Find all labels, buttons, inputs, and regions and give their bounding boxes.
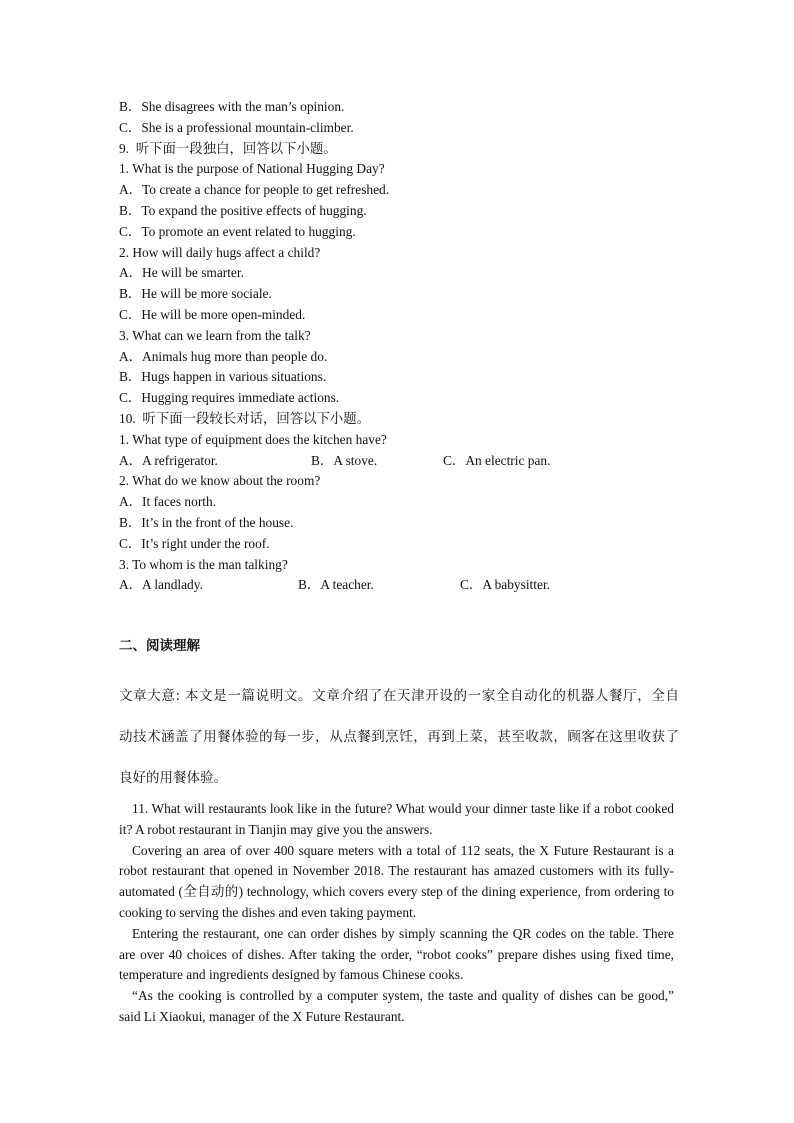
- option-b: B．A teacher.: [298, 577, 374, 593]
- option-line: A．Animals hug more than people do.: [119, 348, 328, 364]
- option-line: B．It’s in the front of the house.: [119, 514, 294, 530]
- question-line: 2. What do we know about the room?: [119, 473, 321, 489]
- question-line: 2. How will daily hugs affect a child?: [119, 244, 321, 260]
- reading-passage: [119, 799, 674, 1028]
- option-line: C．He will be more open-minded.: [119, 306, 306, 322]
- option-line: B．Hugs happen in various situations.: [119, 369, 327, 385]
- question-heading-10: 10. 听下面一段较长对话，回答以下小题。: [119, 410, 371, 426]
- summary-line: 动技术涵盖了用餐体验的每一步，从点餐到烹饪，再到上菜，甚至收款，顾客在这里收获了: [119, 729, 679, 745]
- summary-line: 文章大意: 本文是一篇说明文。文章介绍了在天津开设的一家全自动化的机器人餐厅，全自: [119, 688, 679, 704]
- article-summary: [119, 676, 679, 799]
- option-line: A．It faces north.: [119, 494, 217, 510]
- option-row: [119, 451, 679, 472]
- section-title: 二、阅读理解: [119, 638, 200, 654]
- option-row: [119, 575, 679, 596]
- summary-line: 良好的用餐体验。: [119, 770, 227, 786]
- option-line: B．She disagrees with the man’s opinion.: [119, 99, 345, 114]
- passage-paragraph: Entering the restaurant, one can order dishes by simply scanning the QR codes on the table. There are over 40 choices of dishes. After taking the order, “robot cooks” prepare dishes using fixed time, temperature and ingredients designed by famous Chinese cooks.: [119, 925, 674, 983]
- option-line: C．Hugging requires immediate actions.: [119, 390, 340, 406]
- option-line: B．He will be more sociale.: [119, 286, 272, 302]
- option-a: A．A refrigerator.: [119, 452, 218, 468]
- option-a: A．A landlady.: [119, 577, 203, 593]
- option-line: C．She is a professional mountain-climber.: [119, 119, 354, 135]
- option-line: C．To promote an event related to hugging.: [119, 223, 356, 239]
- option-line: B．To expand the positive effects of hugging.: [119, 202, 367, 218]
- option-line: A．To create a chance for people to get refreshed.: [119, 182, 390, 198]
- option-c: C．An electric pan.: [443, 452, 551, 468]
- option-line: A．He will be smarter.: [119, 265, 244, 281]
- question-line: 3. What can we learn from the talk?: [119, 327, 311, 343]
- listening-section: [119, 97, 679, 596]
- question-line: 1. What type of equipment does the kitchen have?: [119, 431, 387, 447]
- passage-paragraph: Covering an area of over 400 square meters with a total of 112 seats, the X Future Restaurant is a robot restaurant that opened in November 2018. The restaurant has amazed customers with its fully-automated (全自动的) technology, which covers every step of the dining experience, from ordering to cooking to serving the dishes and even taking payment.: [119, 842, 674, 920]
- passage-paragraph: “As the cooking is controlled by a computer system, the taste and quality of dishes can be good,” said Li Xiaokui, manager of the X Future Restaurant.: [119, 988, 674, 1024]
- option-line: C．It’s right under the roof.: [119, 535, 270, 551]
- passage-paragraph: 11. What will restaurants look like in the future? What would your dinner taste like if a robot cooked it? A robot restaurant in Tianjin may give you the answers.: [119, 801, 674, 837]
- question-line: 1. What is the purpose of National Hugging Day?: [119, 161, 385, 177]
- question-heading-9: 9. 听下面一段独白，回答以下小题。: [119, 140, 337, 156]
- option-b: B．A stove.: [311, 452, 378, 468]
- question-line: 3. To whom is the man talking?: [119, 556, 288, 572]
- option-c: C．A babysitter.: [460, 577, 551, 593]
